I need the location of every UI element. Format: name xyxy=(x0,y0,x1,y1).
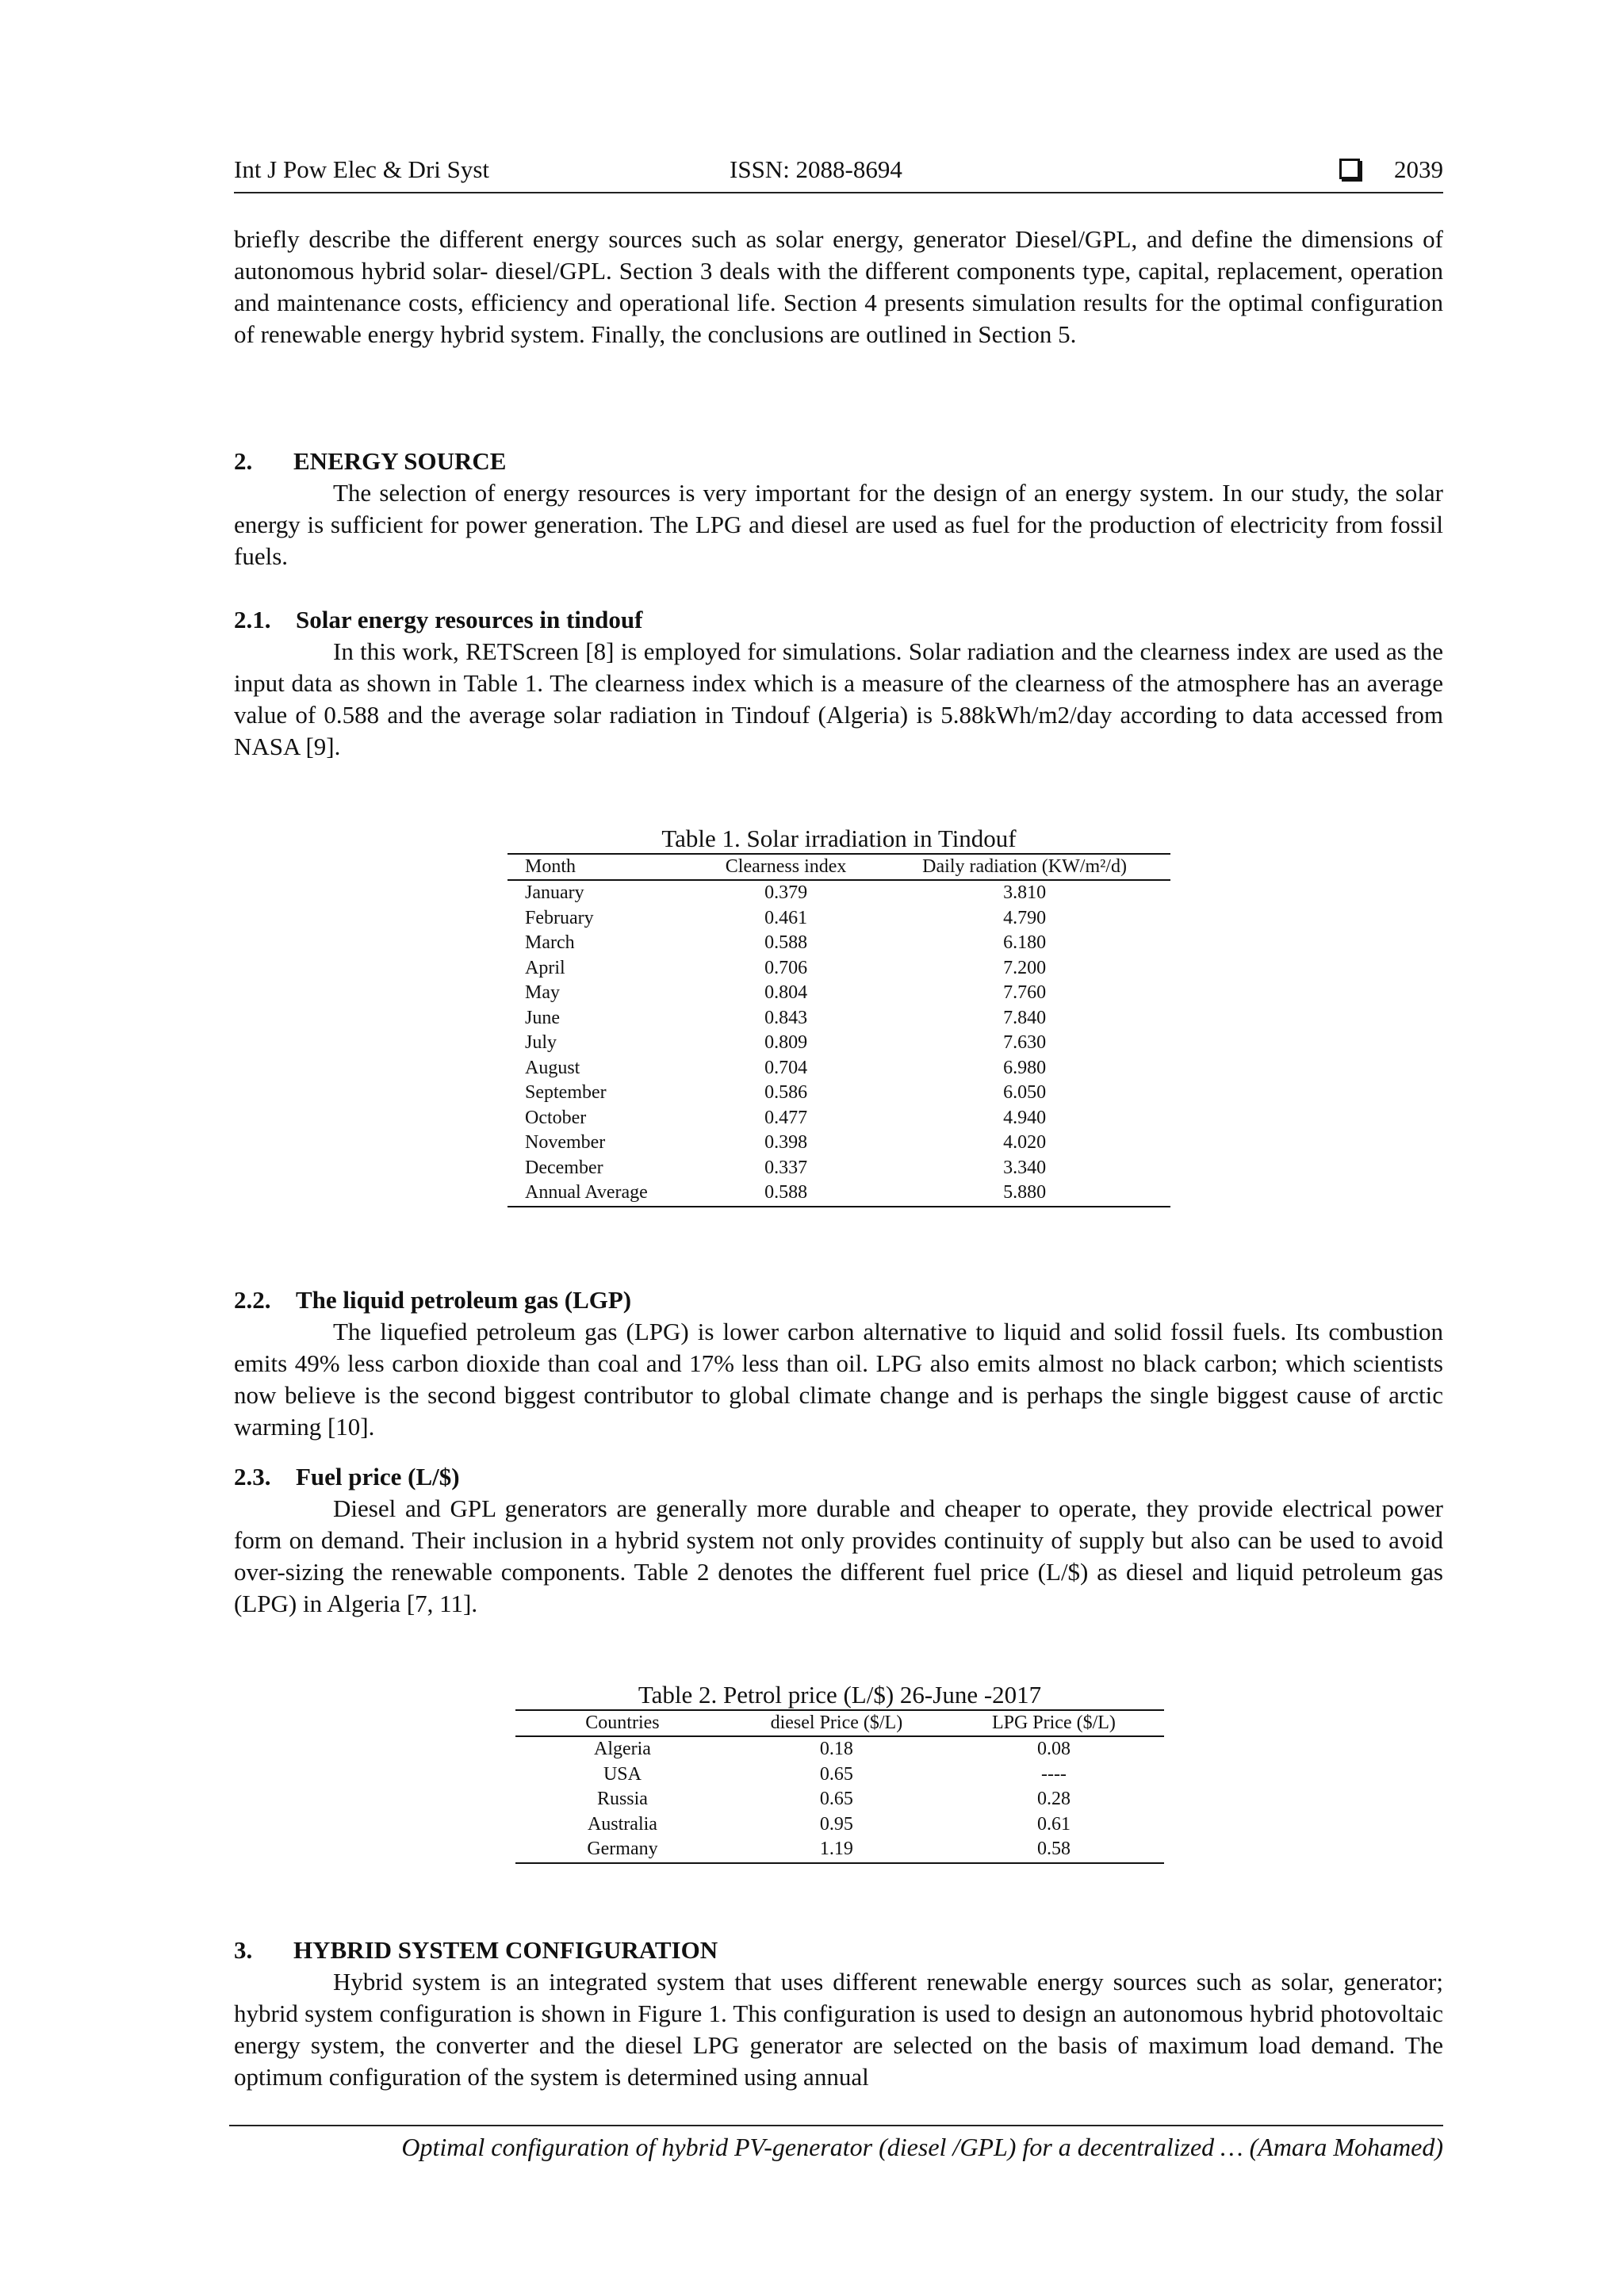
table-1-row-cell: July xyxy=(525,1032,557,1053)
table-1-row-cell: 0.588 xyxy=(764,932,808,953)
section-2-1-paragraph: In this work, RETScreen [8] is employed for simulations. Solar radiation and the clearness index are used as the input data as shown in Table 1. The clearness index which is a measure of the clearness of the atmosphere has an average value of 0.588 and the average solar radiation in Tindouf (Algeria) is 5.88kWh/m2/day according to data accessed from NASA [9]. xyxy=(234,637,1443,760)
table-1-row-cell: 0.804 xyxy=(764,982,808,1003)
table-1-row-cell: 6.980 xyxy=(1003,1057,1047,1078)
table-1-row-cell: 5.880 xyxy=(879,1181,1170,1207)
table-1 xyxy=(508,825,1170,1207)
table-1-body xyxy=(508,880,1170,1207)
section-3-heading: 3. HYBRID SYSTEM CONFIGURATION xyxy=(234,1936,718,1964)
table-1-row xyxy=(508,1081,1170,1106)
table-1-row-cell: November xyxy=(525,1132,606,1153)
table-2 xyxy=(515,1681,1164,1864)
intro-block xyxy=(234,224,1443,350)
table-1-row-cell: 3.810 xyxy=(1003,882,1047,903)
table-1-row-cell: August xyxy=(525,1057,580,1078)
table-2-row xyxy=(515,1812,1164,1838)
table-1-row-cell: 0.704 xyxy=(764,1057,808,1078)
table-2-row-cell: ---- xyxy=(1040,1763,1067,1785)
table-1-row-cell: 7.840 xyxy=(1003,1007,1047,1028)
table-1-row-cell: 6.050 xyxy=(1003,1082,1047,1103)
table-1-row-cell: December xyxy=(525,1157,603,1178)
table-2-row-cell: Germany xyxy=(515,1837,730,1863)
table-2-row-cell: 0.61 xyxy=(1036,1813,1071,1835)
table-1-row-cell: 0.337 xyxy=(764,1157,808,1178)
table-1-row-cell: October xyxy=(525,1107,587,1128)
table-1-row xyxy=(508,1131,1170,1156)
table-2-row-cell: 0.18 xyxy=(819,1739,853,1759)
running-header xyxy=(234,155,1443,193)
table-2-row-cell: Russia xyxy=(596,1789,648,1809)
table-1-row-cell: June xyxy=(525,1007,560,1028)
table-1-row-cell: May xyxy=(525,982,560,1003)
table-1-row-cell: 0.809 xyxy=(764,1032,808,1053)
table-1-row-cell: 4.790 xyxy=(1003,907,1047,928)
table-1-row xyxy=(508,981,1170,1006)
table-1-row-cell: 4.020 xyxy=(1003,1132,1047,1153)
table-2-row-cell: 0.08 xyxy=(1036,1739,1071,1759)
section-3-paragraph: Hybrid system is an integrated system that uses different renewable energy sources such as solar, generator; hybrid system configuration is shown in Figure 1. This configuration is used to design an autonomous hybrid photovoltaic energy system, the converter and the diesel LPG generator are selected on the basis of maximum load demand. The optimum configuration of the system is determined using annual xyxy=(234,1968,1443,2091)
square-bullet-icon xyxy=(1339,159,1360,179)
table-1-row-cell: 6.180 xyxy=(1003,932,1047,953)
table-1-row-cell: 7.760 xyxy=(1003,982,1047,1003)
table-2-row-cell: 0.65 xyxy=(819,1763,853,1785)
section-2-3-paragraph: Diesel and GPL generators are generally more durable and cheaper to operate, they provide electrical power form on demand. Their inclusion in a hybrid system not only provides continuity of supply but also can be used to avoid over-sizing the renewable components. Table 2 denotes the different fuel price (L/$) as diesel and liquid petroleum gas (LPG) in Algeria [7, 11]. xyxy=(234,1494,1443,1617)
table-1-row-cell: 4.940 xyxy=(1003,1107,1047,1128)
table-1-header: Daily radiation (KW/m²/d) xyxy=(879,854,1170,880)
table-2-row-cell: 0.58 xyxy=(944,1837,1164,1863)
table-1-row xyxy=(508,956,1170,982)
table-1-header: Clearness index xyxy=(693,854,879,880)
table-1-row-cell: 0.706 xyxy=(764,957,808,978)
section-2-2 xyxy=(234,1284,1443,1443)
table-2-header: diesel Price ($/L) xyxy=(730,1710,944,1736)
table-1-row xyxy=(508,1031,1170,1056)
section-2-heading: 2. ENERGY SOURCE xyxy=(234,447,507,475)
table-2-row-cell: 0.65 xyxy=(819,1789,853,1809)
table-2-caption: Table 2. Petrol price (L/$) 26-June -2017 xyxy=(638,1681,1042,1709)
table-2-row xyxy=(515,1787,1164,1812)
journal-name: Int J Pow Elec & Dri Syst xyxy=(234,155,490,183)
table-1-row-cell: 0.461 xyxy=(764,907,808,928)
section-2-1-heading: 2.1. Solar energy resources in tindouf xyxy=(234,606,643,633)
section-2-3-heading: 2.3. Fuel price (L/$) xyxy=(234,1463,460,1490)
table-2-row-cell: USA xyxy=(603,1763,642,1785)
table-1-row-cell: 7.200 xyxy=(1003,957,1047,978)
table-1-row xyxy=(508,1106,1170,1131)
table-1-row xyxy=(508,1056,1170,1081)
table-2-row-cell: 1.19 xyxy=(730,1837,944,1863)
table-1-header: Month xyxy=(508,854,693,880)
table-1-row-cell: 0.843 xyxy=(764,1007,808,1028)
table-2-header: Countries xyxy=(515,1710,730,1736)
table-1-row xyxy=(508,1006,1170,1031)
table-2-grid xyxy=(515,1709,1164,1864)
section-2-3 xyxy=(234,1461,1443,1620)
section-3 xyxy=(234,1934,1443,2093)
table-1-row-cell: 0.379 xyxy=(764,882,808,903)
table-1-caption: Table 1. Solar irradiation in Tindouf xyxy=(661,825,1017,852)
table-1-row xyxy=(508,880,1170,906)
table-1-grid xyxy=(508,853,1170,1207)
page-number: 2039 xyxy=(1394,155,1443,183)
table-2-row-cell: Australia xyxy=(587,1813,657,1835)
table-1-row-cell: 0.477 xyxy=(764,1107,808,1128)
table-2-header: LPG Price ($/L) xyxy=(944,1710,1164,1736)
issn: ISSN: 2088-8694 xyxy=(730,155,902,183)
table-1-row xyxy=(508,906,1170,932)
table-1-row-cell: 0.398 xyxy=(764,1132,808,1153)
table-1-row-cell: 0.588 xyxy=(693,1181,879,1207)
table-1-row xyxy=(508,1156,1170,1181)
table-2-row-cell: Algeria xyxy=(593,1739,651,1759)
table-1-row-cell: Annual Average xyxy=(508,1181,693,1207)
table-2-row-cell: 0.28 xyxy=(1036,1789,1071,1809)
table-2-row xyxy=(515,1762,1164,1788)
table-2-row xyxy=(515,1837,1164,1863)
running-footer: Optimal configuration of hybrid PV-generator (diesel /GPL) for a decentralized … (Amara Mohamed) xyxy=(229,2125,1443,2162)
table-2-body xyxy=(515,1736,1164,1863)
section-2-paragraph: The selection of energy resources is very important for the design of an energy system. In our study, the solar energy is sufficient for power generation. The LPG and diesel are used as fuel for the production of electricity from fossil fuels. xyxy=(234,479,1443,570)
intro-paragraph: briefly describe the different energy sources such as solar energy, generator Diesel/GPL, and define the dimensions of autonomous hybrid solar- diesel/GPL. Section 3 deals with the different components type, capital, replacement, operation and maintenance costs, efficiency and operational life. Section 4 presents simulation results for the optimal configuration of renewable energy hybrid system. Finally, the conclusions are outlined in Section 5. xyxy=(234,225,1443,348)
table-1-row-cell: 7.630 xyxy=(1003,1032,1047,1053)
table-1-row-cell: April xyxy=(525,957,565,978)
table-1-row-cell: March xyxy=(525,932,575,953)
section-2-2-heading: 2.2. The liquid petroleum gas (LGP) xyxy=(234,1286,632,1314)
section-2-2-paragraph: The liquefied petroleum gas (LPG) is lower carbon alternative to liquid and solid fossil fuels. Its combustion emits 49% less carbon dioxide than coal and 17% less than oil. LPG also emits almost no black carbon; which scientists now believe is the second biggest contributor to global climate change and is perhaps the single biggest cause of arctic warming [10]. xyxy=(234,1318,1443,1441)
table-2-row xyxy=(515,1736,1164,1762)
section-2-1 xyxy=(234,604,1443,763)
table-1-row-cell: 3.340 xyxy=(1003,1157,1047,1178)
table-2-row-cell: 0.95 xyxy=(819,1813,853,1835)
table-1-row-cell: February xyxy=(525,907,594,928)
table-1-row-cell: September xyxy=(525,1082,607,1103)
table-1-row-cell: January xyxy=(525,882,584,903)
table-1-row-cell: 0.586 xyxy=(764,1082,808,1103)
section-2 xyxy=(234,446,1443,572)
table-1-row xyxy=(508,1181,1170,1207)
table-1-row xyxy=(508,931,1170,956)
